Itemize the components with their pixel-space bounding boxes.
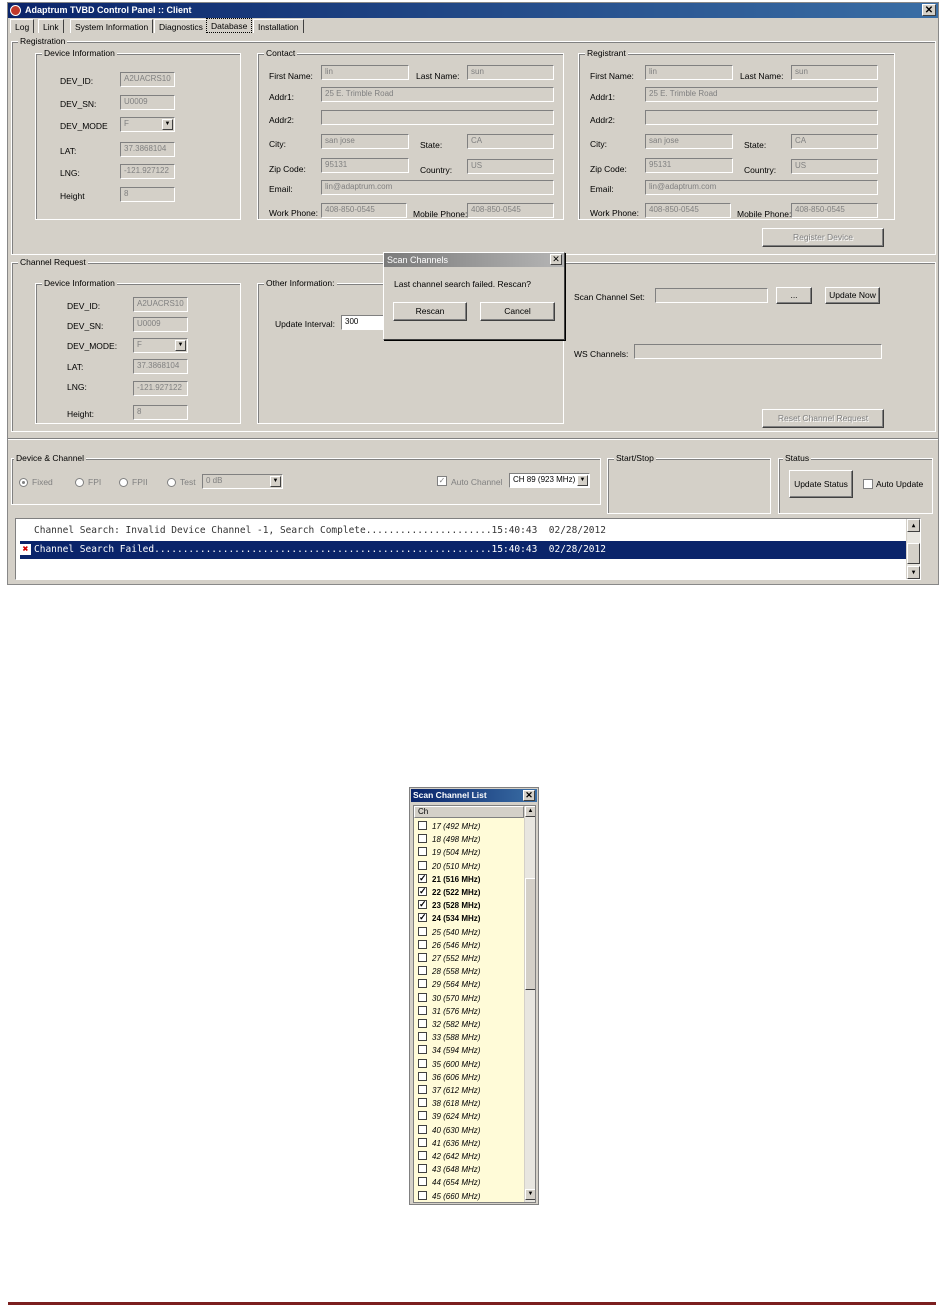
contact-zip-field[interactable]: 95131 (321, 158, 409, 173)
cr-lat-field[interactable]: 37.3868104 (133, 359, 188, 374)
reg-dev-id-label: DEV_ID: (60, 76, 94, 86)
channel-checkbox[interactable] (418, 1191, 427, 1200)
dropdown-arrow-icon: ▼ (577, 475, 588, 486)
scan-channel-list-window (409, 787, 539, 1205)
start-stop-legend: Start/Stop (616, 453, 654, 463)
channel-label: 20 (510 MHz) (432, 861, 481, 871)
channel-list-item[interactable] (416, 1005, 524, 1018)
reg-lng-label: LNG: (60, 168, 80, 178)
device-channel-legend: Device & Channel (16, 453, 85, 463)
tab-database[interactable]: Database (206, 18, 252, 33)
other-information-legend: Other Information: (266, 278, 335, 288)
radio-test-label: Test (180, 477, 196, 487)
footer-rule (8, 1302, 936, 1305)
reg-device-info-legend: Device Information (44, 48, 115, 58)
channel-list-scrollbar[interactable] (524, 806, 536, 1202)
channel-list-item[interactable] (416, 846, 524, 859)
channel-list-item[interactable] (416, 1097, 524, 1110)
section-divider (8, 438, 938, 440)
channel-list-item[interactable] (416, 965, 524, 978)
radio-fixed-label: Fixed (32, 477, 53, 487)
channel-checkbox[interactable] (418, 1085, 427, 1094)
channel-checkbox[interactable] (418, 821, 427, 830)
channel-label: 32 (582 MHz) (432, 1020, 481, 1029)
dropdown-arrow-icon: ▼ (162, 119, 173, 130)
contact-work-phone-label: Work Phone: (269, 208, 318, 218)
channel-label: 36 (606 MHz) (432, 1072, 481, 1082)
channel-label: 34 (594 MHz) (432, 1046, 481, 1056)
reg-dev-sn-label: DEV_SN: (60, 99, 97, 109)
channel-checkbox[interactable] (418, 847, 427, 856)
radio-fixed[interactable] (19, 478, 28, 487)
registrant-last-name-field[interactable]: sun (791, 65, 878, 80)
window-close-button[interactable]: ✕ (922, 4, 936, 16)
log-panel[interactable] (15, 518, 921, 580)
scan-channel-list-title: Scan Channel List (413, 790, 487, 800)
channel-checkbox[interactable] (418, 1098, 427, 1107)
channel-label: 40 (630 MHz) (432, 1125, 481, 1135)
register-device-button[interactable]: Register Device (762, 228, 884, 247)
cr-device-info-legend: Device Information (44, 278, 115, 288)
channel-checkbox[interactable] (418, 993, 427, 1002)
dropdown-arrow-icon: ▼ (175, 340, 186, 351)
log-scroll-thumb[interactable] (907, 543, 920, 564)
channel-label: 29 (564 MHz) (432, 980, 481, 990)
channel-value: CH 89 (923 MHz) (513, 475, 576, 484)
tab-link[interactable]: Link (38, 19, 64, 33)
channel-label: 37 (612 MHz) (432, 1086, 481, 1095)
contact-state-label: State: (420, 140, 443, 150)
cr-dev-sn-label: DEV_SN: (67, 321, 104, 331)
channel-label: 23 (528 MHz) (432, 901, 481, 911)
channel-list-item[interactable] (416, 899, 524, 912)
channel-checkbox[interactable] (418, 1111, 427, 1120)
channel-label: 30 (570 MHz) (432, 993, 481, 1003)
channel-list-item[interactable] (416, 992, 524, 1005)
channel-checkbox[interactable] (418, 1138, 427, 1147)
dialog-close-button[interactable]: ✕ (550, 254, 562, 265)
registration-legend: Registration (20, 36, 66, 46)
contact-mobile-phone-field[interactable]: 408-850-0545 (467, 203, 554, 218)
channel-label: 24 (534 MHz) (432, 914, 481, 924)
registrant-country-field[interactable]: US (791, 159, 878, 174)
channel-list-item[interactable] (416, 1163, 524, 1176)
channel-checkbox[interactable] (418, 1032, 427, 1041)
channel-list-item[interactable] (416, 1058, 524, 1071)
channel-label: 42 (642 MHz) (432, 1152, 481, 1161)
registrant-addr1-field[interactable]: 25 E. Trimble Road (645, 87, 878, 102)
contact-addr2-field[interactable] (321, 110, 554, 125)
scan-channel-list-title-bar (411, 789, 537, 802)
cr-lng-label: LNG: (67, 382, 87, 392)
cr-lat-label: LAT: (67, 362, 84, 372)
channel-label: 38 (618 MHz) (432, 1099, 481, 1109)
channel-list-item[interactable] (416, 978, 524, 991)
scan-channel-set-field[interactable] (655, 288, 768, 303)
registrant-work-phone-label: Work Phone: (590, 208, 639, 218)
registrant-email-field[interactable]: lin@adaptrum.com (645, 180, 878, 195)
start-stop-group (607, 453, 771, 514)
app-logo-icon (10, 5, 21, 16)
ws-channels-field[interactable] (634, 344, 882, 359)
registration-group (11, 36, 936, 255)
contact-addr1-field[interactable]: 25 E. Trimble Road (321, 87, 554, 102)
tab-diagnostics[interactable]: Diagnostics (154, 19, 208, 33)
rescan-button[interactable]: Rescan (393, 302, 467, 321)
channel-checkbox[interactable] (418, 1019, 427, 1028)
contact-first-name-label: First Name: (269, 71, 313, 81)
power-select[interactable] (202, 474, 283, 489)
channel-list-item[interactable] (416, 860, 524, 873)
channel-list-item[interactable] (416, 952, 524, 965)
registrant-first-name-label: First Name: (590, 71, 634, 81)
power-value: 0 dB (206, 476, 223, 485)
channel-checkbox[interactable] (418, 979, 427, 988)
channel-label: 44 (654 MHz) (432, 1178, 481, 1188)
update-now-button[interactable]: Update Now (825, 287, 880, 304)
channel-list-item[interactable] (416, 1124, 524, 1137)
cr-dev-id-label: DEV_ID: (67, 301, 101, 311)
contact-email-label: Email: (269, 184, 293, 194)
channel-checkbox[interactable] (418, 1151, 427, 1160)
registrant-city-field[interactable]: san jose (645, 134, 733, 149)
registrant-addr1-label: Addr1: (590, 92, 616, 102)
scan-channels-dialog (383, 252, 565, 340)
log-row-text: Channel Search Failed...........................................................15:40:43 02/28/2012 (34, 544, 606, 555)
contact-mobile-phone-label: Mobile Phone: (413, 209, 468, 219)
cr-device-info-group (35, 278, 241, 424)
radio-fpi[interactable] (75, 478, 84, 487)
update-status-button[interactable]: Update Status (789, 470, 853, 498)
contact-last-name-label: Last Name: (416, 71, 460, 81)
radio-test[interactable] (167, 478, 176, 487)
channel-list-scroll-thumb[interactable] (525, 878, 536, 990)
contact-addr1-label: Addr1: (269, 92, 295, 102)
scan-channel-set-label: Scan Channel Set: (574, 292, 645, 302)
channel-checkbox[interactable] (418, 940, 427, 949)
contact-country-field[interactable]: US (467, 159, 554, 174)
scroll-down-icon[interactable]: ▼ (525, 1189, 536, 1200)
registrant-last-name-label: Last Name: (740, 71, 784, 81)
registrant-zip-field[interactable]: 95131 (645, 158, 733, 173)
log-row[interactable] (20, 522, 908, 540)
cr-dev-sn-field[interactable]: U0009 (133, 317, 188, 332)
contact-legend: Contact (266, 48, 296, 58)
reset-channel-request-button[interactable]: Reset Channel Request (762, 409, 884, 428)
channel-checkbox[interactable]: ✓ (419, 912, 427, 923)
channel-label: 21 (516 MHz) (432, 874, 481, 884)
cr-dev-id-field[interactable]: A2UACRS10 (133, 297, 188, 312)
scroll-down-icon[interactable]: ▼ (907, 566, 920, 579)
channel-checkbox[interactable] (418, 1045, 427, 1054)
registrant-mobile-phone-label: Mobile Phone: (737, 209, 792, 219)
reg-dev-id-field[interactable]: A2UACRS10 (120, 72, 175, 87)
channel-checkbox[interactable]: ✓ (419, 899, 427, 910)
channel-list[interactable] (413, 805, 536, 1203)
channel-list-item[interactable] (416, 1018, 524, 1031)
tab-installation[interactable]: Installation (253, 19, 304, 33)
contact-email-field[interactable]: lin@adaptrum.com (321, 180, 554, 195)
cr-lng-field[interactable]: -121.927122 (133, 381, 188, 396)
tab-system-information[interactable]: System Information (70, 19, 153, 33)
contact-work-phone-field[interactable]: 408-850-0545 (321, 203, 407, 218)
channel-label: 25 (540 MHz) (432, 927, 481, 937)
contact-state-field[interactable]: CA (467, 134, 554, 149)
tab-log[interactable]: Log (10, 19, 34, 33)
registrant-email-label: Email: (590, 184, 614, 194)
reg-dev-mode-value: F (124, 119, 129, 128)
channel-list-item[interactable] (416, 1137, 524, 1150)
channel-label: 39 (624 MHz) (432, 1112, 481, 1122)
cr-height-label: Height: (67, 409, 94, 419)
auto-update-label: Auto Update (876, 479, 924, 489)
dialog-title-bar (384, 253, 564, 267)
contact-zip-label: Zip Code: (269, 164, 306, 174)
channel-request-legend: Channel Request (20, 257, 86, 267)
registrant-state-label: State: (744, 140, 767, 150)
channel-list-item[interactable] (416, 873, 524, 886)
contact-city-label: City: (269, 139, 286, 149)
registrant-work-phone-field[interactable]: 408-850-0545 (645, 203, 731, 218)
channel-list-item[interactable] (416, 1044, 524, 1057)
reg-dev-mode-select[interactable] (120, 117, 175, 132)
registrant-state-field[interactable]: CA (791, 134, 878, 149)
auto-channel-checkbox[interactable]: ✓ (438, 476, 446, 485)
cr-dev-mode-value: F (137, 340, 142, 349)
channel-list-item[interactable] (416, 1176, 524, 1189)
dropdown-arrow-icon: ▼ (270, 476, 281, 487)
radio-fpi-label: FPI (88, 477, 102, 487)
reg-height-field[interactable]: 8 (120, 187, 175, 202)
cancel-button[interactable]: Cancel (480, 302, 555, 321)
scan-list-close-button[interactable]: ✕ (523, 790, 535, 801)
channel-checkbox[interactable] (418, 1006, 427, 1015)
channel-select[interactable] (509, 473, 590, 488)
window-title: Adaptrum TVBD Control Panel :: Client (25, 5, 192, 15)
channel-list-item[interactable] (416, 1150, 524, 1163)
channel-list-item[interactable] (416, 820, 524, 833)
channel-label: 19 (504 MHz) (432, 848, 481, 858)
cr-dev-mode-select[interactable] (133, 338, 188, 353)
registrant-addr2-label: Addr2: (590, 115, 616, 125)
channel-label: 31 (576 MHz) (432, 1006, 481, 1016)
dialog-message: Last channel search failed. Rescan? (394, 279, 532, 289)
reg-lng-field[interactable]: -121.927122 (120, 164, 175, 179)
channel-label: 28 (558 MHz) (432, 967, 481, 977)
channel-checkbox[interactable]: ✓ (419, 886, 427, 896)
channel-list-item[interactable] (416, 926, 524, 939)
contact-addr2-label: Addr2: (269, 115, 295, 125)
radio-fpii-label: FPII (132, 477, 148, 487)
channel-list-item[interactable] (416, 939, 524, 952)
channel-label: 43 (648 MHz) (432, 1165, 481, 1175)
channel-checkbox[interactable] (418, 953, 427, 962)
channel-list-item[interactable] (416, 886, 524, 899)
channel-checkbox[interactable] (418, 861, 427, 870)
auto-update-checkbox[interactable] (863, 479, 873, 489)
scroll-up-icon[interactable]: ▲ (525, 806, 536, 817)
reg-dev-mode-label: DEV_MODE (60, 121, 108, 131)
channel-label: 18 (498 MHz) (432, 835, 481, 845)
channel-checkbox[interactable] (418, 1059, 427, 1068)
radio-fpii[interactable] (119, 478, 128, 487)
registrant-legend: Registrant (587, 48, 626, 58)
channel-label: 45 (660 MHz) (432, 1191, 481, 1201)
scroll-up-icon[interactable]: ▲ (907, 519, 920, 532)
channel-checkbox[interactable] (418, 834, 427, 843)
registrant-country-label: Country: (744, 165, 777, 175)
device-channel-group (11, 453, 601, 505)
log-row-text: Channel Search: Invalid Device Channel -1, Search Complete......................15:40:43 02/28/2012 (34, 525, 606, 536)
reg-height-label: Height (60, 191, 85, 201)
contact-country-label: Country: (420, 165, 453, 175)
registrant-first-name-field[interactable]: lin (645, 65, 733, 80)
registrant-addr2-field[interactable] (645, 110, 878, 125)
status-legend: Status (785, 453, 810, 463)
error-icon: ✖ (20, 544, 31, 555)
reg-device-info-group (35, 48, 241, 220)
channel-list-header[interactable] (414, 806, 524, 818)
browse-button[interactable]: ... (776, 287, 812, 304)
channel-checkbox[interactable] (418, 1164, 427, 1173)
reg-lat-label: LAT: (60, 146, 77, 156)
channel-label: 35 (600 MHz) (432, 1059, 481, 1069)
channel-list-item[interactable] (416, 1084, 524, 1097)
channel-list-item[interactable] (416, 1110, 524, 1123)
registrant-zip-label: Zip Code: (590, 164, 627, 174)
contact-first-name-field[interactable]: lin (321, 65, 409, 80)
contact-last-name-field[interactable]: sun (467, 65, 554, 80)
channel-checkbox[interactable] (418, 966, 427, 975)
dialog-title: Scan Channels (387, 255, 449, 265)
channel-list-item[interactable] (416, 1071, 524, 1084)
channel-list-item[interactable] (416, 833, 524, 846)
status-group (778, 453, 933, 514)
reg-dev-sn-field[interactable]: U0009 (120, 95, 175, 110)
channel-checkbox[interactable] (418, 1177, 427, 1186)
contact-city-field[interactable]: san jose (321, 134, 409, 149)
log-row-selected[interactable] (20, 541, 908, 559)
channel-checkbox[interactable] (418, 1072, 427, 1081)
title-bar (8, 3, 938, 18)
contact-group (257, 48, 564, 220)
channel-label: 41 (636 MHz) (432, 1138, 481, 1148)
registrant-city-label: City: (590, 139, 607, 149)
reg-lat-field[interactable]: 37.3868104 (120, 142, 175, 157)
auto-channel-label: Auto Channel (451, 477, 503, 487)
channel-checkbox[interactable] (418, 1125, 427, 1134)
update-interval-label: Update Interval: (275, 319, 336, 329)
log-scrollbar[interactable] (906, 519, 920, 579)
registrant-mobile-phone-field[interactable]: 408-850-0545 (791, 203, 878, 218)
cr-dev-mode-label: DEV_MODE: (67, 341, 118, 351)
channel-label: 22 (522 MHz) (432, 888, 481, 897)
registrant-group (578, 48, 895, 220)
channel-label: 26 (546 MHz) (432, 940, 481, 950)
channel-label: 17 (492 MHz) (432, 822, 481, 831)
channel-list-header-label: Ch (418, 807, 429, 816)
channel-list-item[interactable] (416, 1031, 524, 1044)
channel-checkbox[interactable]: ✓ (419, 872, 427, 883)
channel-list-item[interactable] (416, 1190, 524, 1203)
cr-height-field[interactable]: 8 (133, 405, 188, 420)
channel-checkbox[interactable] (418, 927, 427, 936)
ws-channels-label: WS Channels: (574, 349, 629, 359)
channel-list-item[interactable] (416, 912, 524, 925)
channel-label: 27 (552 MHz) (432, 954, 481, 963)
channel-label: 33 (588 MHz) (432, 1033, 481, 1043)
update-interval-field[interactable]: 300 (341, 315, 391, 330)
